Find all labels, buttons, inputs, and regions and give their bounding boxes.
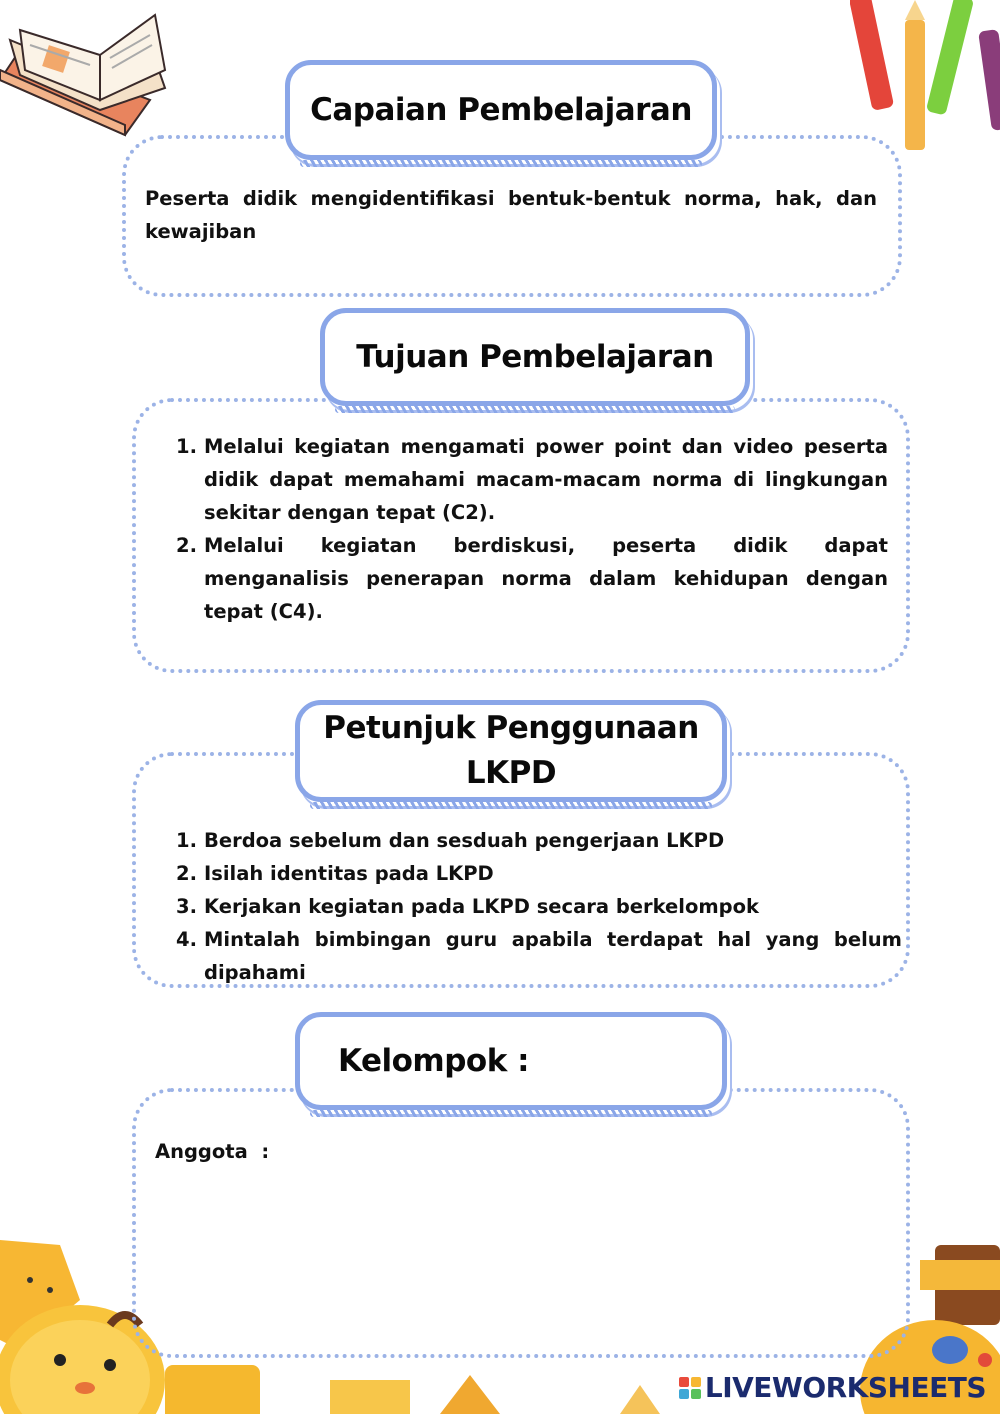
petunjuk-title-frame (295, 700, 727, 802)
liveworksheets-cube-icon (679, 1377, 701, 1399)
kelompok-title-frame (295, 1012, 727, 1110)
list-item-text: Mintalah bimbingan guru apabila terdapat hal yang belum dipahami (204, 928, 902, 984)
kelompok-title: Kelompok : (338, 1042, 530, 1079)
petunjuk-list (176, 824, 902, 989)
liveworksheets-logo (679, 1371, 986, 1404)
list-item-number: 1. (176, 829, 197, 852)
list-item (176, 430, 888, 529)
petunjuk-title (323, 706, 699, 796)
list-item-text: Melalui kegiatan mengamati power point dan video peserta didik dapat memahami macam-macam norma di lingkungan sekitar dengan tepat (C2). (204, 435, 888, 524)
list-item-text: Melalui kegiatan berdiskusi, peserta didik dapat menganalisis penerapan norma dalam kehidupan dengan tepat (C4). (204, 534, 888, 623)
petunjuk-title-line1: Petunjuk Penggunaan (323, 710, 699, 747)
kelompok-box (132, 1088, 910, 1358)
list-item-text: Isilah identitas pada LKPD (204, 862, 494, 885)
logo-text: LIVEWORKSHEETS (704, 1371, 986, 1404)
capaian-title-frame (285, 60, 717, 160)
list-item-text: Berdoa sebelum dan sesduah pengerjaan LKPD (204, 829, 725, 852)
list-item-number: 2. (176, 534, 197, 557)
tujuan-title-frame (320, 308, 750, 406)
list-item-number: 1. (176, 435, 197, 458)
list-item (176, 890, 902, 923)
list-item-number: 4. (176, 928, 197, 951)
list-item-number: 2. (176, 862, 197, 885)
capaian-text: Peserta didik mengidentifikasi bentuk-bentuk norma, hak, dan kewajiban (145, 187, 877, 243)
list-item-number: 3. (176, 895, 197, 918)
list-item-text: Kerjakan kegiatan pada LKPD secara berkelompok (204, 895, 760, 918)
capaian-title: Capaian Pembelajaran (310, 91, 692, 128)
tujuan-title: Tujuan Pembelajaran (356, 338, 714, 375)
list-item (176, 529, 888, 628)
petunjuk-title-line2: LKPD (465, 755, 557, 791)
list-item (176, 824, 902, 857)
anggota-label: Anggota : (155, 1140, 270, 1163)
books-illustration-icon (0, 0, 180, 140)
list-item (176, 923, 902, 989)
tujuan-list (176, 430, 888, 628)
list-item (176, 857, 902, 890)
